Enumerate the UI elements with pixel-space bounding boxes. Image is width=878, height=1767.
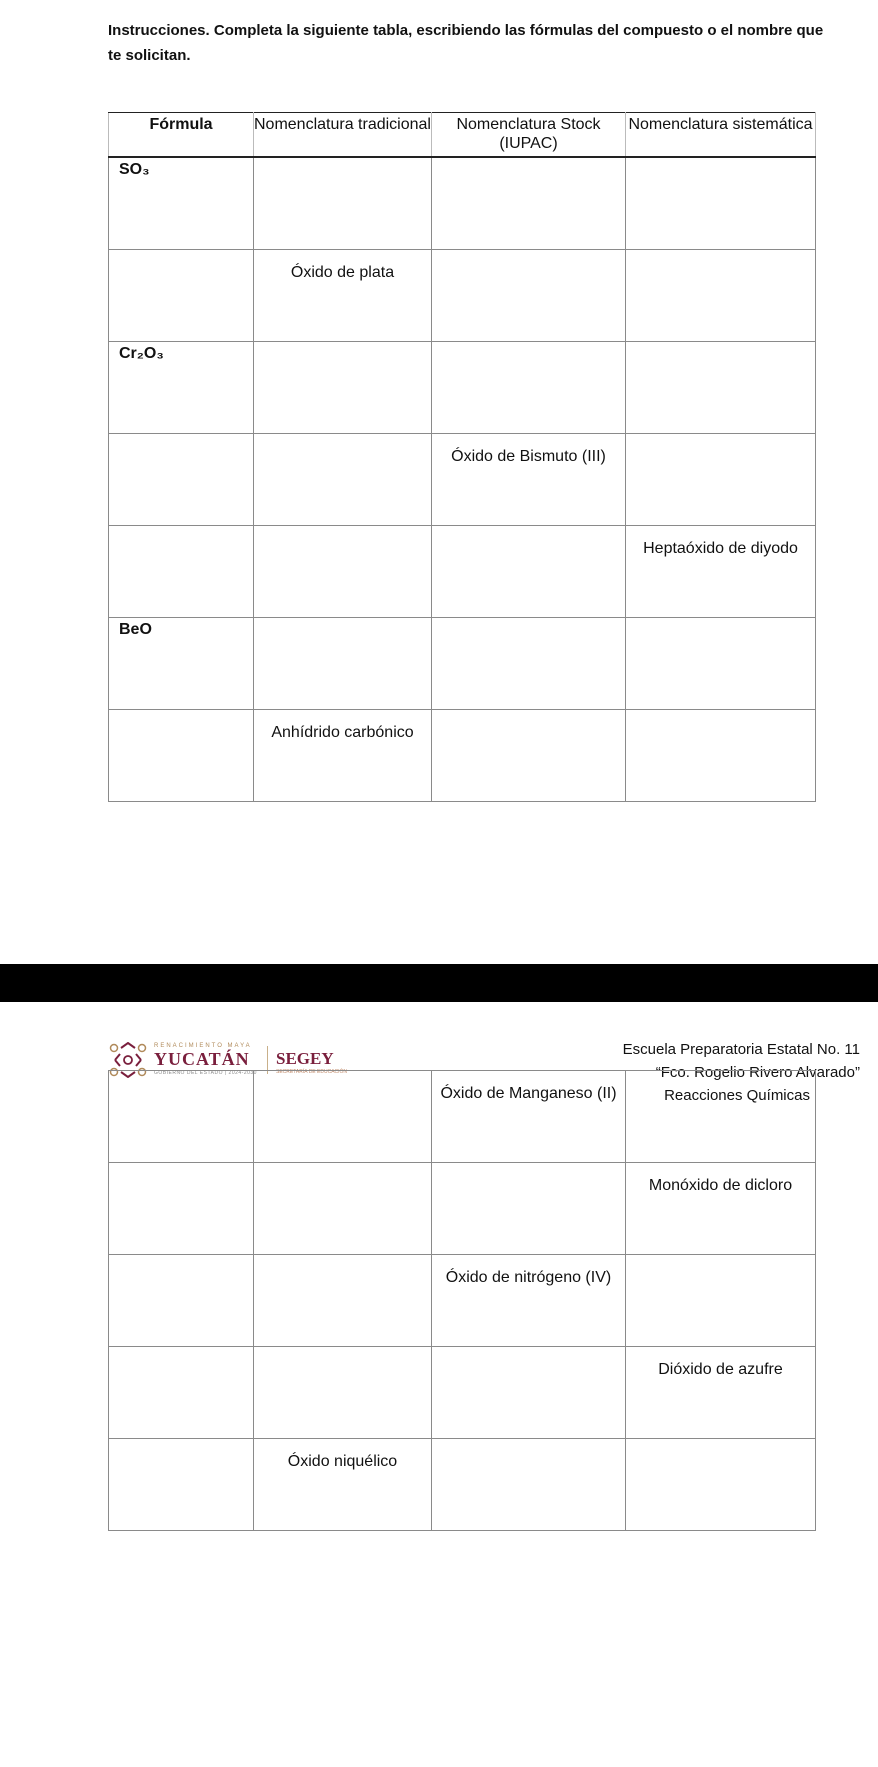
subject-title: Reacciones Químicas [664,1087,810,1104]
segey-subtitle: SECRETARÍA DE EDUCACIÓN [276,1069,348,1075]
answer-cell[interactable] [109,1071,254,1163]
answer-cell[interactable] [109,434,254,526]
table-header-row [109,113,816,158]
answer-cell[interactable] [109,526,254,618]
name-text: Óxido de nitrógeno (IV) [445,1269,612,1286]
table-row [109,1439,816,1531]
given-name-cell [254,1439,432,1531]
answer-cell[interactable] [432,1439,626,1531]
header-stock: Nomenclatura Stock (IUPAC) [432,113,626,158]
formula-cell[interactable] [109,342,254,434]
table-row [109,434,816,526]
answer-cell[interactable] [432,250,626,342]
name-text: Óxido niquélico [287,1453,398,1470]
segey-name: SEGEY [276,1049,334,1068]
answer-cell[interactable] [109,1255,254,1347]
given-name-cell [254,250,432,342]
school-dedication: “Fco. Rogelio Rivero Alvarado” [655,1064,860,1081]
header-traditional: Nomenclatura tradicional [254,113,432,158]
table-row [109,342,816,434]
answer-cell[interactable] [254,526,432,618]
name-text: Anhídrido carbónico [271,724,414,741]
table-row [109,157,816,250]
brand-subtitle: GOBIERNO DEL ESTADO | 2024-2030 [154,1070,257,1076]
answer-cell[interactable] [432,618,626,710]
nomenclature-table-1 [108,112,816,802]
header-formula: Fórmula [109,113,254,158]
page-divider-bar [0,964,878,1002]
answer-cell[interactable] [432,1163,626,1255]
given-name-cell [432,1255,626,1347]
name-text: Óxido de Bismuto (III) [451,448,606,465]
table-row [109,1071,816,1163]
answer-cell[interactable] [109,1163,254,1255]
given-name-cell [626,1163,816,1255]
answer-cell[interactable] [626,1255,816,1347]
answer-cell[interactable] [626,157,816,250]
answer-cell[interactable] [432,1347,626,1439]
given-name-cell [432,1071,626,1163]
answer-cell[interactable] [626,250,816,342]
answer-cell[interactable] [432,710,626,802]
formula-text: Cr₂O₃ [119,345,164,362]
answer-cell[interactable] [254,618,432,710]
answer-cell[interactable] [432,157,626,250]
name-text: Dióxido de azufre [658,1361,783,1378]
given-name-cell [626,526,816,618]
nomenclature-table-2 [108,1070,816,1531]
formula-text: BeO [119,621,152,638]
given-name-cell [626,1347,816,1439]
header-systematic: Nomenclatura sistemática [626,113,816,158]
answer-cell[interactable] [254,1255,432,1347]
answer-cell[interactable] [254,1163,432,1255]
answer-cell[interactable] [626,1071,816,1163]
answer-cell[interactable] [626,342,816,434]
answer-cell[interactable] [432,342,626,434]
name-text: Óxido de plata [290,264,395,281]
table-row [109,526,816,618]
answer-cell[interactable] [626,618,816,710]
answer-cell[interactable] [109,1347,254,1439]
answer-cell[interactable] [109,710,254,802]
name-text: Monóxido de dicloro [648,1177,793,1194]
answer-cell[interactable] [254,342,432,434]
given-name-cell [432,434,626,526]
given-name-cell [254,710,432,802]
formula-text: SO₃ [119,161,150,178]
answer-cell[interactable] [626,434,816,526]
answer-cell[interactable] [254,157,432,250]
answer-cell[interactable] [626,710,816,802]
instructions-text: Instrucciones. Completa la siguiente tabla, escribiendo las fórmulas del compuesto o el nombre que te solicitan. [108,22,824,64]
answer-cell[interactable] [109,250,254,342]
table-row [109,1347,816,1439]
answer-cell[interactable] [109,1439,254,1531]
brand-tagline: RENACIMIENTO MAYA [154,1043,252,1049]
name-text: Heptaóxido de diyodo [643,540,798,557]
answer-cell[interactable] [432,526,626,618]
table-row [109,1255,816,1347]
formula-cell[interactable] [109,618,254,710]
answer-cell[interactable] [254,434,432,526]
table-row [109,710,816,802]
formula-cell[interactable] [109,157,254,250]
answer-cell[interactable] [254,1347,432,1439]
school-name: Escuela Preparatoria Estatal No. 11 [622,1041,860,1058]
name-text: Óxido de Manganeso (II) [440,1085,617,1102]
table-row [109,250,816,342]
brand-name: YUCATÁN [154,1049,250,1069]
answer-cell[interactable] [254,1071,432,1163]
table-row [109,1163,816,1255]
table-row [109,618,816,710]
answer-cell[interactable] [626,1439,816,1531]
